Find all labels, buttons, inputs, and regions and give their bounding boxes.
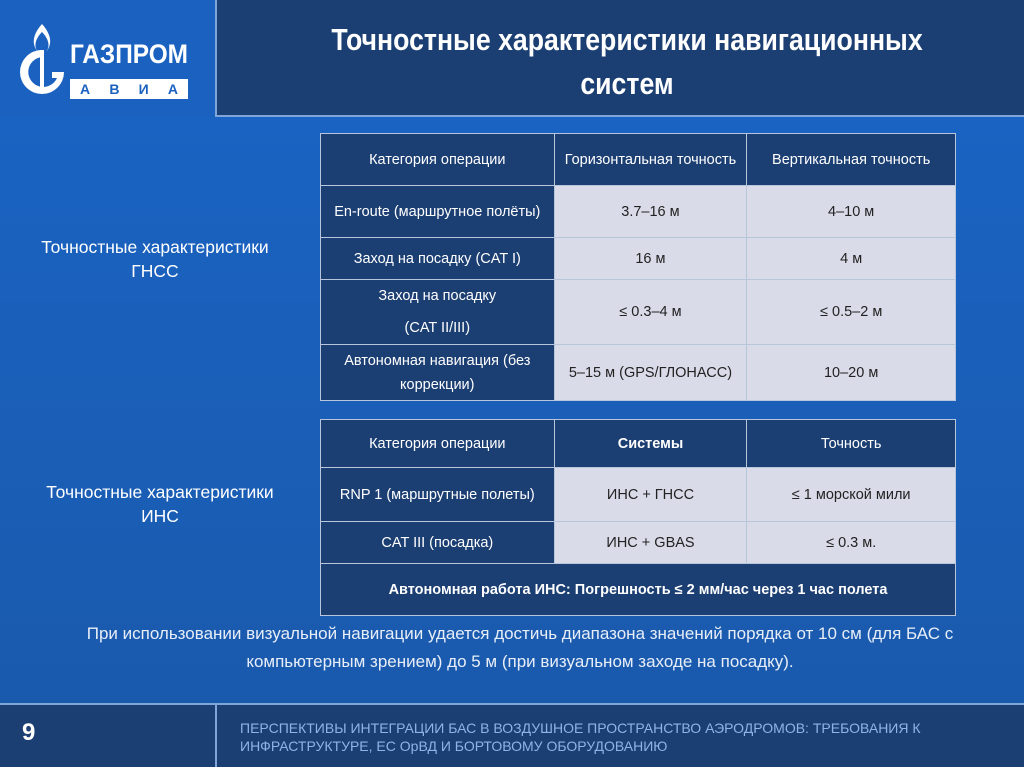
cell-accuracy: ≤ 0.3 м. <box>747 522 956 564</box>
gnss-table <box>320 133 956 401</box>
column-header: Категория операции <box>321 420 555 468</box>
cell-vertical: 10–20 м <box>747 345 956 401</box>
table-row <box>321 345 956 401</box>
row-category-line2: (CAT II/III) <box>404 320 471 336</box>
row-category: Заход на посадку (CAT I) <box>321 238 555 280</box>
page-number: 9 <box>22 719 36 746</box>
ins-summary: Автономная работа ИНС: Погрешность ≤ 2 мм/час через 1 час полета <box>321 564 956 616</box>
table-row <box>321 522 956 564</box>
cell-vertical: 4–10 м <box>747 186 956 238</box>
table-header-row <box>321 420 956 468</box>
logo-brand: ГАЗПРОМ <box>70 39 188 69</box>
cell-systems: ИНС + ГНСС <box>554 468 747 522</box>
logo-sub: А В И А <box>80 81 178 97</box>
gazprom-logo <box>0 0 217 117</box>
gnss-label: Точностные характеристики ГНСС <box>41 237 269 281</box>
page-number-box <box>0 705 217 767</box>
cell-horizontal: 3.7–16 м <box>554 186 747 238</box>
cell-horizontal: 16 м <box>554 238 747 280</box>
row-category-line1: Заход на посадку <box>378 288 497 304</box>
cell-systems: ИНС + GBAS <box>554 522 747 564</box>
table-header-row <box>321 134 956 186</box>
column-header: Системы <box>554 420 747 468</box>
row-category <box>321 280 555 345</box>
row-category: RNP 1 (маршрутные полеты) <box>321 468 555 522</box>
cell-vertical: 4 м <box>747 238 956 280</box>
column-header: Вертикальная точность <box>747 134 956 186</box>
column-header: Категория операции <box>321 134 555 186</box>
table-row <box>321 564 956 616</box>
column-header: Горизонтальная точность <box>554 134 747 186</box>
ins-table <box>320 419 956 616</box>
footer-text: ПЕРСПЕКТИВЫ ИНТЕГРАЦИИ БАС В ВОЗДУШНОЕ ПРОСТРАНСТВО АЭРОДРОМОВ: ТРЕБОВАНИЯ К ИНФРАСТРУКТУРЕ, ЕС ОрВД И БОРТОВОМУ ОБОРУДОВАНИЮ <box>240 720 921 754</box>
row-category: CAT III (посадка) <box>321 522 555 564</box>
table-row <box>321 468 956 522</box>
cell-accuracy: ≤ 1 морской мили <box>747 468 956 522</box>
row-category: Автономная навигация (без коррекции) <box>321 345 555 401</box>
column-header: Точность <box>747 420 956 468</box>
title-bar <box>217 0 1024 117</box>
table-row <box>321 186 956 238</box>
row-category: En-route (маршрутное полёты) <box>321 186 555 238</box>
cell-vertical: ≤ 0.5–2 м <box>747 280 956 345</box>
table-row <box>321 238 956 280</box>
table-row <box>321 280 956 345</box>
ins-label: Точностные характеристики ИНС <box>46 482 274 526</box>
cell-horizontal: ≤ 0.3–4 м <box>554 280 747 345</box>
footer <box>0 703 1024 767</box>
logo-area <box>0 0 217 117</box>
visual-navigation-note: При использовании визуальной навигации удается достичь диапазона значений порядка от 10 см (для БАС с компьютерным зрением) до 5 м (при визуальном заходе на посадку). <box>86 624 954 671</box>
page-title: Точностные характеристики навигационных систем <box>331 22 923 101</box>
cell-horizontal: 5–15 м (GPS/ГЛОНАСС) <box>554 345 747 401</box>
